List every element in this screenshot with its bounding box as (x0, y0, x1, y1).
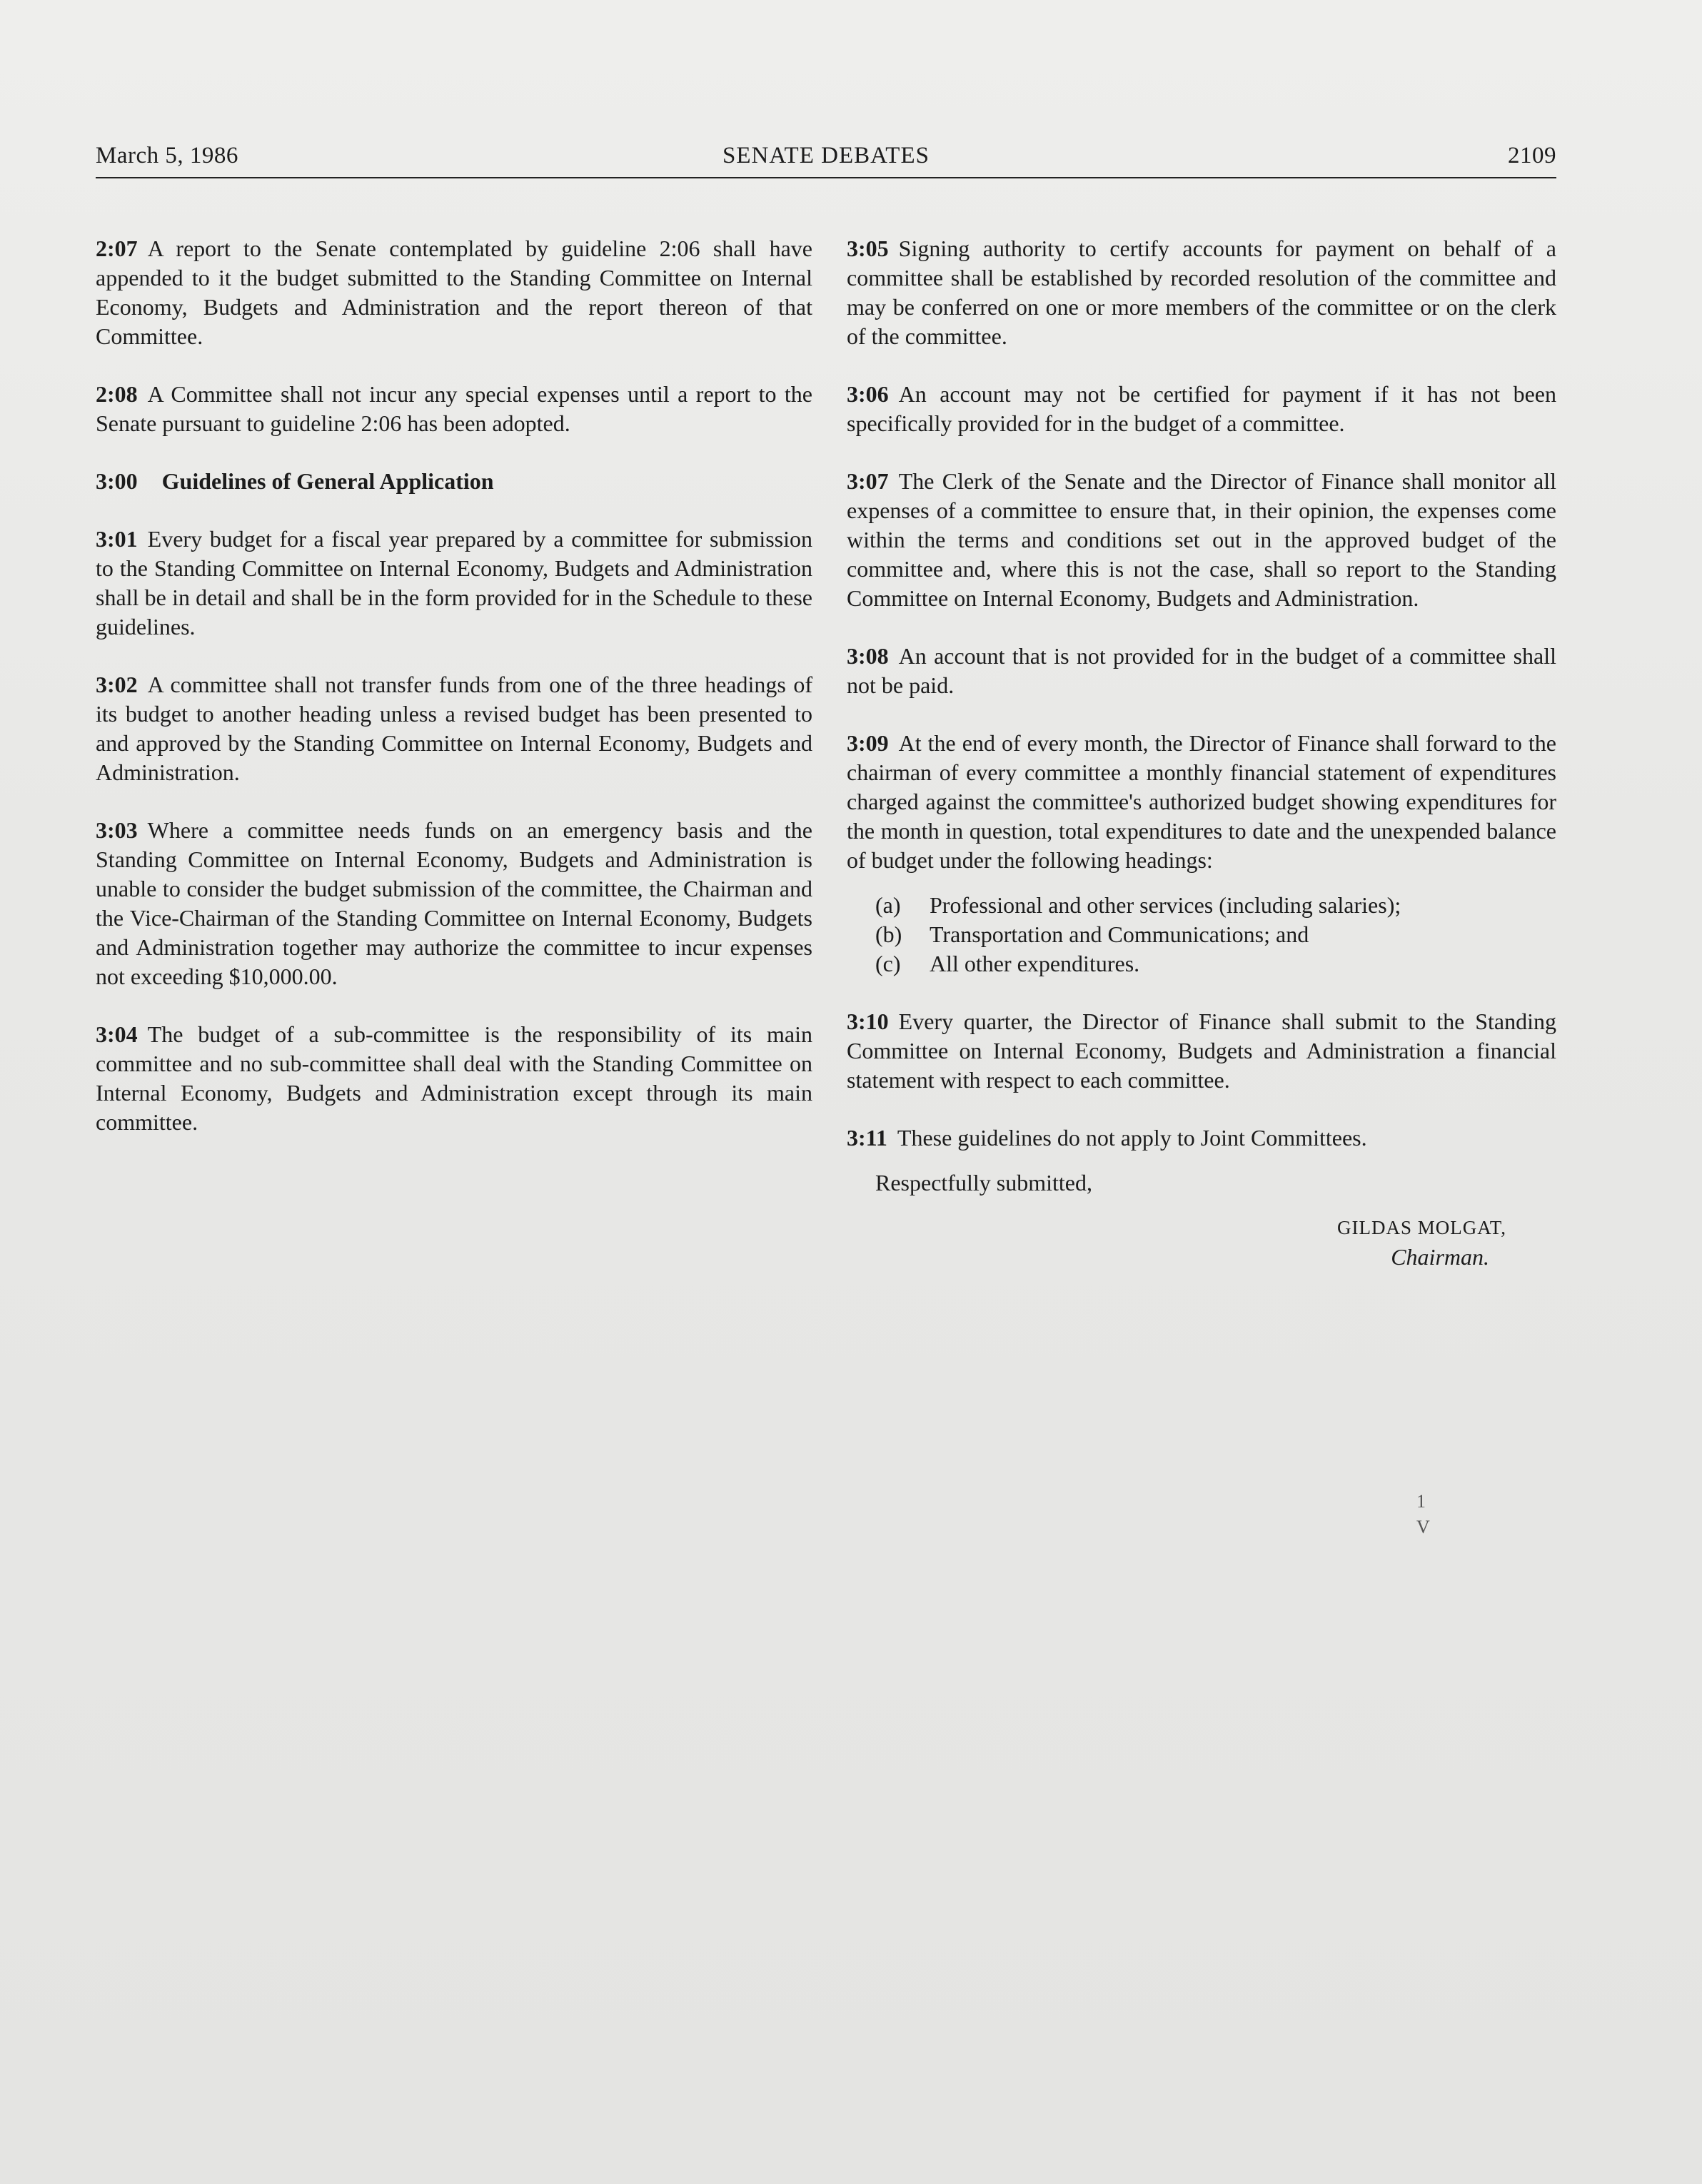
list-item-label: (a) (875, 892, 901, 918)
guideline-text: Signing authority to certify accounts for payment on behalf of a committee shall be established by recorded resolution of the committee and may be conferred on one or more members of the committee or on the clerk of the committee. (847, 236, 1556, 349)
guideline-text: An account that is not provided for in the budget of a committee shall not be paid. (847, 643, 1556, 698)
guideline-number: 3:03 (96, 817, 138, 843)
guideline-2-08 (96, 380, 812, 438)
guideline-number: 2:08 (96, 381, 138, 407)
guideline-number: 3:07 (847, 468, 889, 494)
guideline-text: A committee shall not transfer funds from one of the three headings of its budget to another heading unless a revised budget has been presented to and approved by the Standing Committee on Internal Economy, Budgets and Administration. (96, 672, 812, 785)
guideline-number: 3:06 (847, 381, 889, 407)
guideline-text: These guidelines do not apply to Joint Committees. (897, 1125, 1367, 1151)
guideline-text: Every quarter, the Director of Finance shall submit to the Standing Committee on Internal Economy, Budgets and Administration a financial statement with respect to each committee. (847, 1008, 1556, 1093)
guideline-number: 3:09 (847, 730, 889, 756)
guideline-2-07 (96, 234, 812, 351)
guideline-number: 2:07 (96, 236, 138, 261)
closing-line: Respectfully submitted, (875, 1170, 1092, 1195)
header-page-number: 2109 (1508, 143, 1556, 168)
list-item (847, 920, 1556, 949)
page-header (96, 140, 1556, 178)
guideline-text: Where a committee needs funds on an emergency basis and the Standing Committee on Internal Economy, Budgets and Administration is unable to consider the budget submission of the committee, the Chairman and the Vice-Chairman of the Standing Committee on Internal Economy, Budgets and Administration together may authorize the committee to incur expenses not exceeding $10,000.00. (96, 817, 812, 989)
list-item (847, 891, 1556, 920)
guideline-3-02 (96, 670, 812, 787)
guideline-3-07 (847, 467, 1556, 613)
expenditure-headings-list (847, 891, 1556, 979)
header-date: March 5, 1986 (96, 143, 238, 168)
left-column (96, 234, 812, 1166)
list-item-label: (c) (875, 951, 901, 976)
section-title: Guidelines of General Application (161, 468, 494, 494)
signatory-name: GILDAS MOLGAT, (1337, 1217, 1506, 1238)
guideline-3-03 (96, 816, 812, 991)
guideline-number: 3:01 (96, 526, 138, 552)
list-item-text: Professional and other services (including salaries); (930, 892, 1401, 918)
guideline-text: Every budget for a fiscal year prepared by a committee for submission to the Standing Committee on Internal Economy, Budgets and Administration shall be in detail and shall be in the form provided for in the Schedule to these guidelines. (96, 526, 812, 639)
guideline-number: 3:11 (847, 1125, 887, 1151)
guideline-3-10 (847, 1007, 1556, 1095)
guideline-text: An account may not be certified for payment if it has not been specifically provided for in the budget of a committee. (847, 381, 1556, 436)
section-heading-3-00 (96, 467, 812, 496)
guideline-3-11 (847, 1123, 1556, 1153)
guideline-3-01 (96, 525, 812, 642)
stray-mark: V (1416, 1517, 1430, 1537)
guideline-text: A Committee shall not incur any special expenses until a report to the Senate pursuant to guideline 2:06 has been adopted. (96, 381, 812, 436)
guideline-number: 3:08 (847, 643, 889, 669)
guideline-number: 3:02 (96, 672, 138, 697)
section-number: 3:00 (96, 468, 138, 494)
guideline-3-09 (847, 729, 1556, 875)
guideline-text: The budget of a sub-committee is the responsibility of its main committee and no sub-committee shall deal with the Standing Committee on Internal Economy, Budgets and Administration except through its main committee. (96, 1021, 812, 1135)
guideline-3-06 (847, 380, 1556, 438)
guideline-text: A report to the Senate contemplated by guideline 2:06 shall have appended to it the budget submitted to the Standing Committee on Internal Economy, Budgets and Administration and the report thereon of that Committee. (96, 236, 812, 349)
right-column (847, 234, 1556, 1272)
list-item-label: (b) (875, 921, 902, 947)
guideline-3-05 (847, 234, 1556, 351)
guideline-number: 3:10 (847, 1008, 889, 1034)
guideline-3-08 (847, 642, 1556, 700)
stray-marks (1416, 1489, 1430, 1540)
signature-block (847, 1213, 1556, 1272)
guideline-number: 3:05 (847, 236, 889, 261)
list-item-text: Transportation and Communications; and (930, 921, 1309, 947)
guideline-number: 3:04 (96, 1021, 138, 1047)
stray-mark: 1 (1416, 1491, 1426, 1512)
signatory-role: Chairman. (1391, 1244, 1489, 1270)
list-item (847, 949, 1556, 979)
guideline-3-04 (96, 1020, 812, 1137)
guideline-text: The Clerk of the Senate and the Director of Finance shall monitor all expenses of a committee to ensure that, in their opinion, the expenses come within the terms and conditions set out in the approved budget of the committee and, where this is not the case, shall so report to the Standing Committee on Internal Economy, Budgets and Administration. (847, 468, 1556, 611)
list-item-text: All other expenditures. (930, 951, 1140, 976)
guideline-text: At the end of every month, the Director of Finance shall forward to the chairman of every committee a monthly financial statement of expenditures charged against the committee's authorized budget showing expenditures for the month in question, total expenditures to date and the unexpended balance of budget under the following headings: (847, 730, 1556, 873)
header-title: SENATE DEBATES (722, 143, 930, 168)
